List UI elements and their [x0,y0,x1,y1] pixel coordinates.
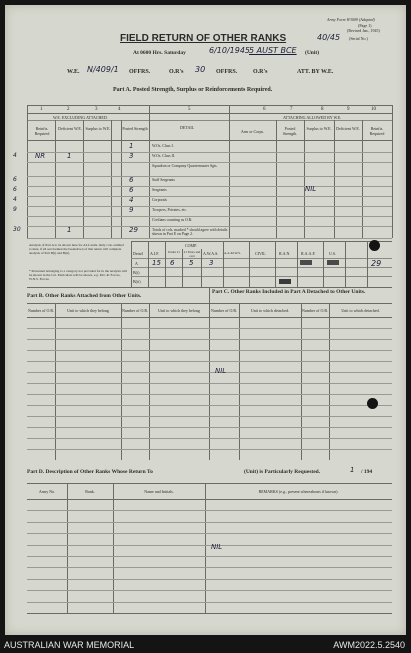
form-reference: Army Form W3009 (Adapted) [327,17,375,22]
form-page-ref: (Page 1) [358,23,372,28]
arm-corps-head: Arm or Corps. [240,129,265,134]
analysis-civil-head: CIVIL [255,251,266,256]
reinfts-required-head: Reinfts. Required [34,126,50,136]
form-page [5,5,406,635]
redacted-mark [300,260,312,265]
part-bc-rows [27,317,392,460]
row-posted-value: 1 [129,142,134,150]
col-number: 6 [263,107,266,112]
unit-label: (Unit) [305,50,320,56]
part-d-remarks-head: REMARKS (e.g., present whereabouts if known). [258,489,339,494]
footer-accession: AWM2022.5.2540 [333,640,405,650]
row-detail: Squadron or Company Quartermaster Sgts. [152,164,218,168]
row-margin-value: 30 [13,226,21,233]
offrs-value: 30 [195,65,206,74]
we-label: W.E. [67,69,80,75]
col-number: 1 [40,107,43,112]
ruled-line [27,372,392,373]
part-c-title: Part C. Other Ranks Included in Part A Detached to Other Units. [212,289,366,295]
ruled-line [27,328,392,329]
row-margin-value: 4 [13,196,17,203]
part-a-nil: NIL [305,185,317,193]
ruled-line [27,510,392,511]
surplus-right-head: Surplus to W.E. [306,126,332,131]
we-value: N/409/1 [87,65,119,74]
redacted-mark [279,279,291,284]
serial-label: (Serial No.) [349,36,368,41]
analysis-us-head: U.S. [329,251,337,256]
ruled-line [27,533,392,534]
part-c-num-head-2: Number of O.R. [302,308,328,313]
deficient-right-head: Deficient W.E. [336,126,360,131]
row-posted-value: 3 [129,152,134,160]
ruled-line [27,339,392,340]
attaching-head: ATTACHING ALLOWED BY W.E. [283,115,342,120]
row-margin-value: 6 [13,186,17,193]
ruled-line [27,405,392,406]
at-label: At 0600 Hrs. Saturday [133,50,186,56]
deficient-we-head: Deficient W.E. [58,126,82,131]
footer-institution: AUSTRALIAN WAR MEMORIAL [4,640,135,650]
part-c-num-head: Number of O.R. [211,308,237,313]
analysis-over21-head: 21 Years and over [183,250,201,258]
reinfts-right-head: Reinfts. Required [369,126,385,136]
part-b-unit-head: Unit to which they belong [67,308,109,313]
col-number: 10 [371,107,376,112]
row-margin-value: 4 [13,152,17,159]
row-detail: Staff Sergeants [152,178,175,182]
row-posted-value: 29 [129,226,138,234]
surplus-we-head: Surplus to W.E. [85,126,111,131]
ruled-line [27,394,392,395]
ruled-line [27,602,392,603]
unit-value: 5 AUST BCE [249,46,297,55]
analysis-over21-value: 5 [189,259,194,267]
serial-value: 40/45 [317,33,341,42]
analysis-note: Analysis of Part A to be shown here for ALL units. Only cols. entitled to men, if all servicemen the breakdown of this return will complete analysis of Part B(i) and B(ii). [29,243,124,255]
part-b-num-head: Number of O.R. [28,308,54,313]
ruled-line [27,522,392,523]
posted-strength-right-head: Posted Strength. [282,126,298,136]
row-detail: W.Os. Class I. [152,144,174,148]
ruled-line [27,590,392,591]
col-number: 5 [188,107,191,112]
row-posted-value: 9 [129,206,134,214]
row-posted-value: 6 [129,176,134,184]
row-detail: W.Os. Class II. [152,154,175,158]
analysis-aamws-head: A.A.M.W.S. [224,251,241,255]
ruled-line [27,556,392,557]
part-d-nil: NIL [211,543,223,551]
analysis-aif-head: A.I.F. [150,251,160,256]
analysis-raaf-head: R.A.A.F. [301,251,316,256]
ruled-line [27,567,392,568]
footer [0,638,411,653]
row-posted-value: 6 [129,186,134,194]
part-b-num-head-2: Number of O.R. [122,308,148,313]
part-a-title: Part A. Posted Strength, Surplus or Reinforcements Required. [113,87,273,93]
ruled-line [27,416,392,417]
row-margin-value: 6 [13,176,17,183]
analysis-comp-head: COMP. [185,243,197,248]
ruled-line [27,361,392,362]
analysis-row-bi: B(i) [133,270,140,275]
part-d-date-suffix: / 194 [361,469,373,475]
part-c-nil: NIL [215,367,227,375]
row-detail: Sergeants [152,188,167,192]
posted-note: * Personnel belonging to a category not provided for in the analysis will be shown in the Col. Particulars will be shown, e.g. M.C.R. Forces, W.N.S. Forces. [29,269,127,281]
part-c-unit-head: Unit to which detached. [250,308,290,313]
offrs-label: OFFRS. [129,69,151,75]
form-title: FIELD RETURN OF OTHER RANKS [120,33,287,44]
part-d-rank-head: Rank. [85,489,95,494]
ruled-line [27,383,392,384]
row-detail: Civilians counting as O.R. [152,218,193,222]
analysis-row-bii: B(ii) [133,279,141,284]
col-number: 8 [321,107,324,112]
part-d-title-mid: (Unit) is Particularly Requested. [244,469,321,475]
analysis-total-value: 29 [371,259,382,268]
row-margin-value: 9 [13,206,17,213]
binder-hole [369,240,380,251]
part-b-unit-head-2: Unit to which they belong [158,308,200,313]
col-number: 9 [347,107,350,112]
row-posted-value: 4 [129,196,134,204]
att-label: ATT. BY W.E. [297,69,334,75]
col-number: 2 [67,107,70,112]
ruled-line [27,438,392,439]
part-d-title: Part D. Description of Other Ranks Whose Return To [27,469,153,475]
analysis-ran-head: R.A.N. [279,251,291,256]
ruled-line [27,427,392,428]
redacted-mark [327,260,339,265]
offrs-label-2: OFFRS. [216,69,238,75]
analysis-under21-head: Under 21 [168,250,180,254]
col-number: 7 [290,107,293,112]
binder-hole [367,398,378,409]
row-detail: Totals of cols. marked * should agree with details shown in Part E on Page 2. [152,228,228,237]
analysis-under21-value: 6 [170,259,175,267]
part-d-date-value: 1 [350,466,355,474]
date-value: 6/10/1945 [209,46,251,55]
posted-strength-head: Posted Strength [122,126,148,131]
col-number: 4 [118,107,121,112]
row-detail: Troopers, Privates, etc. [152,208,187,212]
row-deficient-value: 1 [67,152,72,160]
detail-head: DETAIL [180,125,195,130]
col-number: 3 [95,107,98,112]
part-d-army-no-head: Army No. [38,489,56,494]
ruled-line [27,350,392,351]
analysis-awas-value: 3 [209,259,214,267]
row-deficient-value: 1 [67,226,72,234]
ors-label-1: O.R's [169,69,184,75]
part-d-name-head: Name and Initials. [144,489,174,494]
ruled-line [27,449,392,450]
part-b-title: Part B. Other Ranks Attached from Other Units. [27,293,142,299]
part-d-rows [27,499,392,613]
part-c-unit-head-2: Unit to which detached. [341,308,380,313]
ors-label-2: O.R's [253,69,268,75]
analysis-row-a: A [135,261,138,266]
ruled-line [27,579,392,580]
analysis-detail-head: Detail [133,251,143,256]
analysis-aif-value: 15 [152,259,161,267]
analysis-awas-head: A.W.A.S. [203,251,219,256]
row-detail: Corporals [152,198,167,202]
ruled-line [27,545,392,546]
form-revision: (Revised Jan., 1945) [347,28,380,33]
we-excluding-head: W.E. EXCLUDING ATTACHED. [53,115,108,120]
row-reinfts-value: NR [35,152,46,160]
